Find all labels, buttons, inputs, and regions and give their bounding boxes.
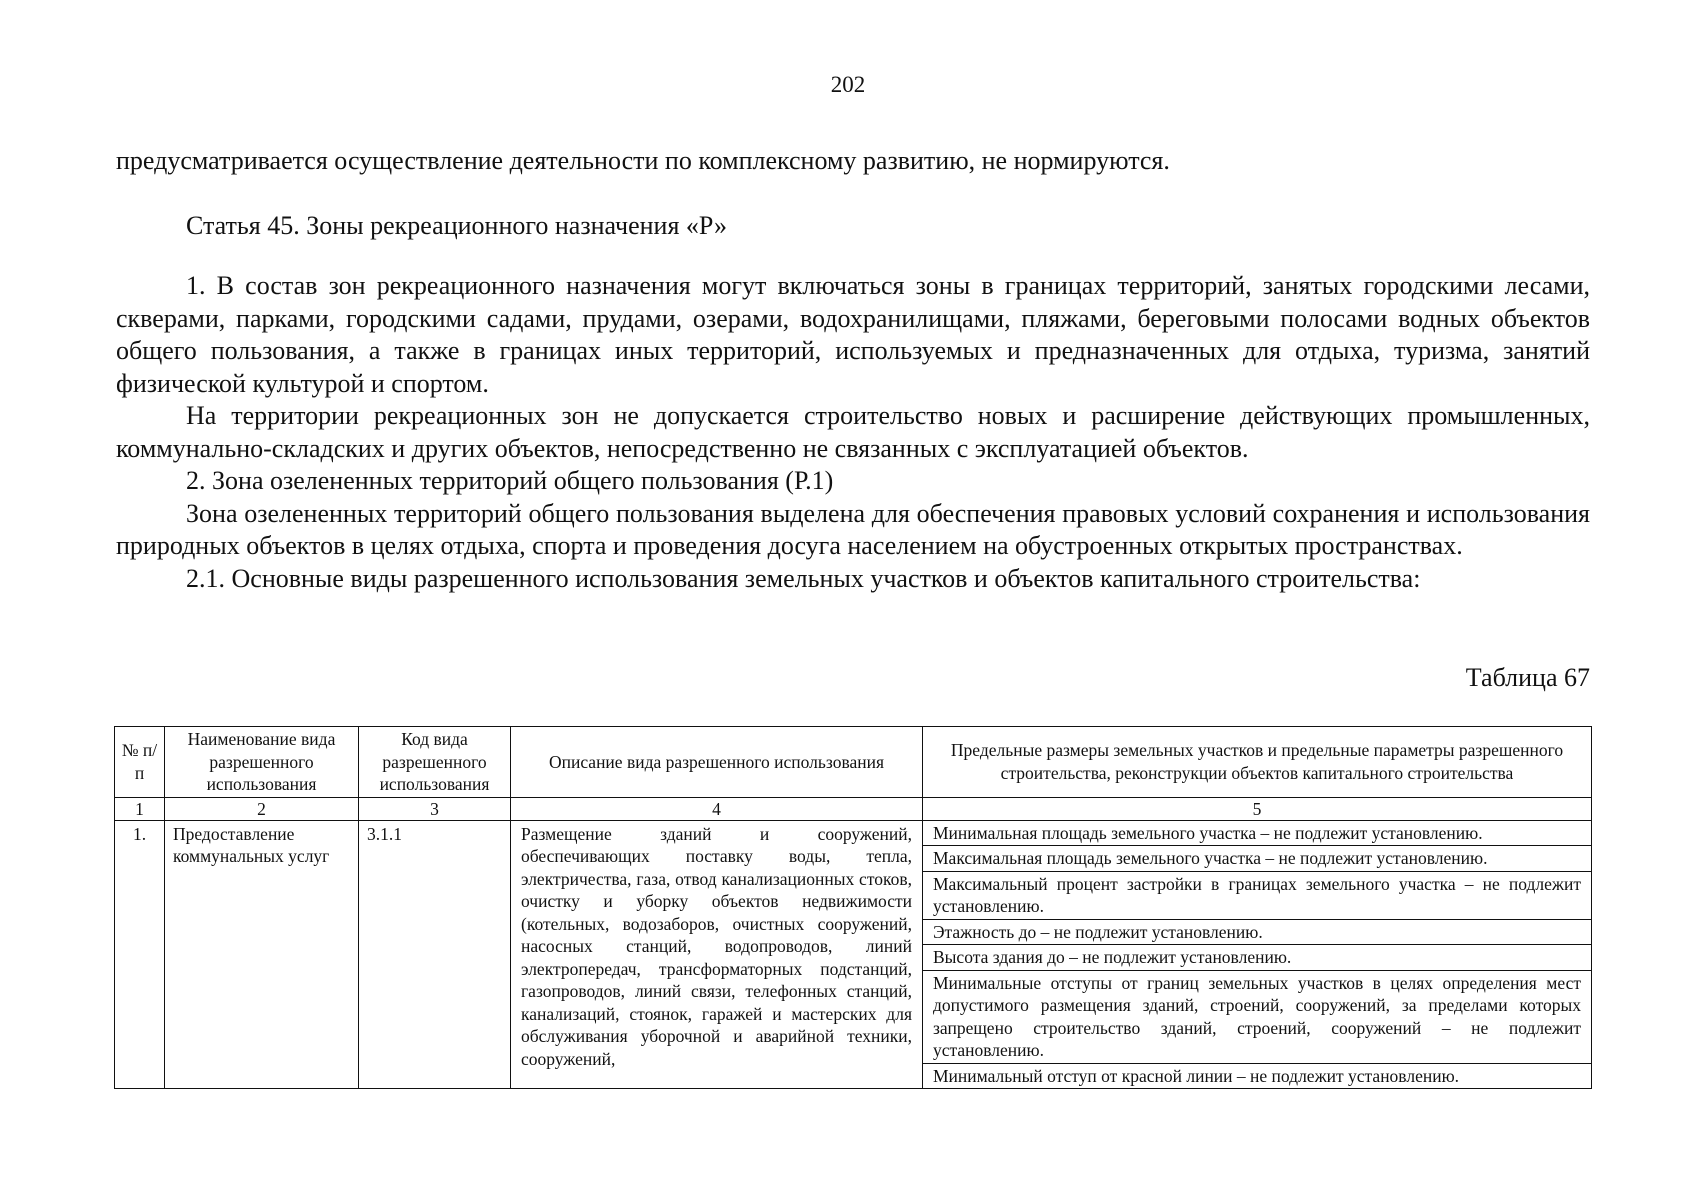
land-use-table bbox=[114, 726, 1592, 1089]
header-use-description: Описание вида разрешенного использования bbox=[511, 727, 923, 798]
column-number-row bbox=[115, 797, 1592, 820]
column-number: 1 bbox=[115, 797, 165, 820]
table-caption: Таблица 67 bbox=[1465, 663, 1590, 692]
table-header-row bbox=[115, 727, 1592, 798]
lead-text: предусматривается осуществление деятельности по комплексному развитию, не нормируются. bbox=[116, 146, 1170, 175]
page-number: 202 bbox=[830, 72, 866, 97]
table-row bbox=[115, 820, 1592, 1089]
row-use-code: 3.1.1 bbox=[359, 820, 511, 1089]
header-limits: Предельные размеры земельных участков и предельные параметры разрешенного строительства, реконструкции объектов капитального строительства bbox=[923, 727, 1592, 798]
article-title: Статья 45. Зоны рекреационного назначения «Р» bbox=[186, 211, 728, 240]
body-text bbox=[116, 270, 1590, 595]
article-heading-block bbox=[116, 210, 1590, 243]
paragraph-2: На территории рекреационных зон не допускается строительство новых и расширение действующих промышленных, коммунально-складских и других объектов, непосредственно не связанных с эксплуатацией объектов. bbox=[116, 401, 1590, 463]
limits-list bbox=[923, 821, 1591, 1089]
header-number: № п/п bbox=[115, 727, 165, 798]
lead-paragraph bbox=[116, 145, 1590, 178]
column-number: 4 bbox=[511, 797, 923, 820]
row-use-name: Предоставление коммунальных услуг bbox=[165, 820, 359, 1089]
limit-item: Минимальные отступы от границ земельных участков в целях определения мест допустимого размещения зданий, строений, сооружений, за пределами которых запрещено строительство зданий, строений, сооружений – не подлежит установлению. bbox=[923, 970, 1591, 1063]
row-limits-cell bbox=[923, 820, 1592, 1089]
paragraph-5: 2.1. Основные виды разрешенного использования земельных участков и объектов капитального строительства: bbox=[186, 563, 1421, 593]
row-number: 1. bbox=[115, 820, 165, 1089]
limit-item: Минимальная площадь земельного участка – не подлежит установлению. bbox=[933, 822, 1483, 843]
paragraph-4: Зона озелененных территорий общего пользования выделена для обеспечения правовых условий сохранения и использования природных объектов в целях отдыха, спорта и проведения досуга населением на обустроенных открытых пространствах. bbox=[116, 498, 1590, 560]
row-use-description: Размещение зданий и сооружений, обеспечивающих поставку воды, тепла, электричества, газа, отвод канализационных стоков, очистку и уборку объектов недвижимости (котельных, водозаборов, очистных сооружений, насосных станций, водопроводов, линий электропередач, трансформаторных подстанций, газопроводов, линий связи, телефонных станций, канализаций, стоянок, гаражей и мастерских для обслуживания уборочной и аварийной техники, сооружений, bbox=[511, 820, 923, 1089]
paragraph-1: 1. В состав зон рекреационного назначения могут включаться зоны в границах территорий, занятых городскими лесами, скверами, парками, городскими садами, прудами, озерами, водохранилищами, пляжами, береговыми полосами водных объектов общего пользования, а также в границах иных территорий, используемых и предназначенных для отдыха, туризма, занятий физической культурой и спортом. bbox=[116, 271, 1590, 398]
paragraph-3: 2. Зона озелененных территорий общего пользования (Р.1) bbox=[186, 466, 834, 495]
limit-item: Максимальная площадь земельного участка – не подлежит установлению. bbox=[923, 845, 1591, 871]
limit-item: Максимальный процент застройки в границах земельного участка – не подлежит установлению. bbox=[923, 871, 1591, 919]
header-use-code: Код вида разрешенного использования bbox=[359, 727, 511, 798]
limit-item: Высота здания до – не подлежит установлению. bbox=[923, 944, 1591, 970]
column-number: 5 bbox=[923, 797, 1592, 820]
limit-item: Этажность до – не подлежит установлению. bbox=[923, 919, 1591, 945]
limit-item: Минимальный отступ от красной линии – не подлежит установлению. bbox=[923, 1063, 1591, 1089]
column-number: 3 bbox=[359, 797, 511, 820]
column-number: 2 bbox=[165, 797, 359, 820]
header-use-name: Наименование вида разрешенного использования bbox=[165, 727, 359, 798]
